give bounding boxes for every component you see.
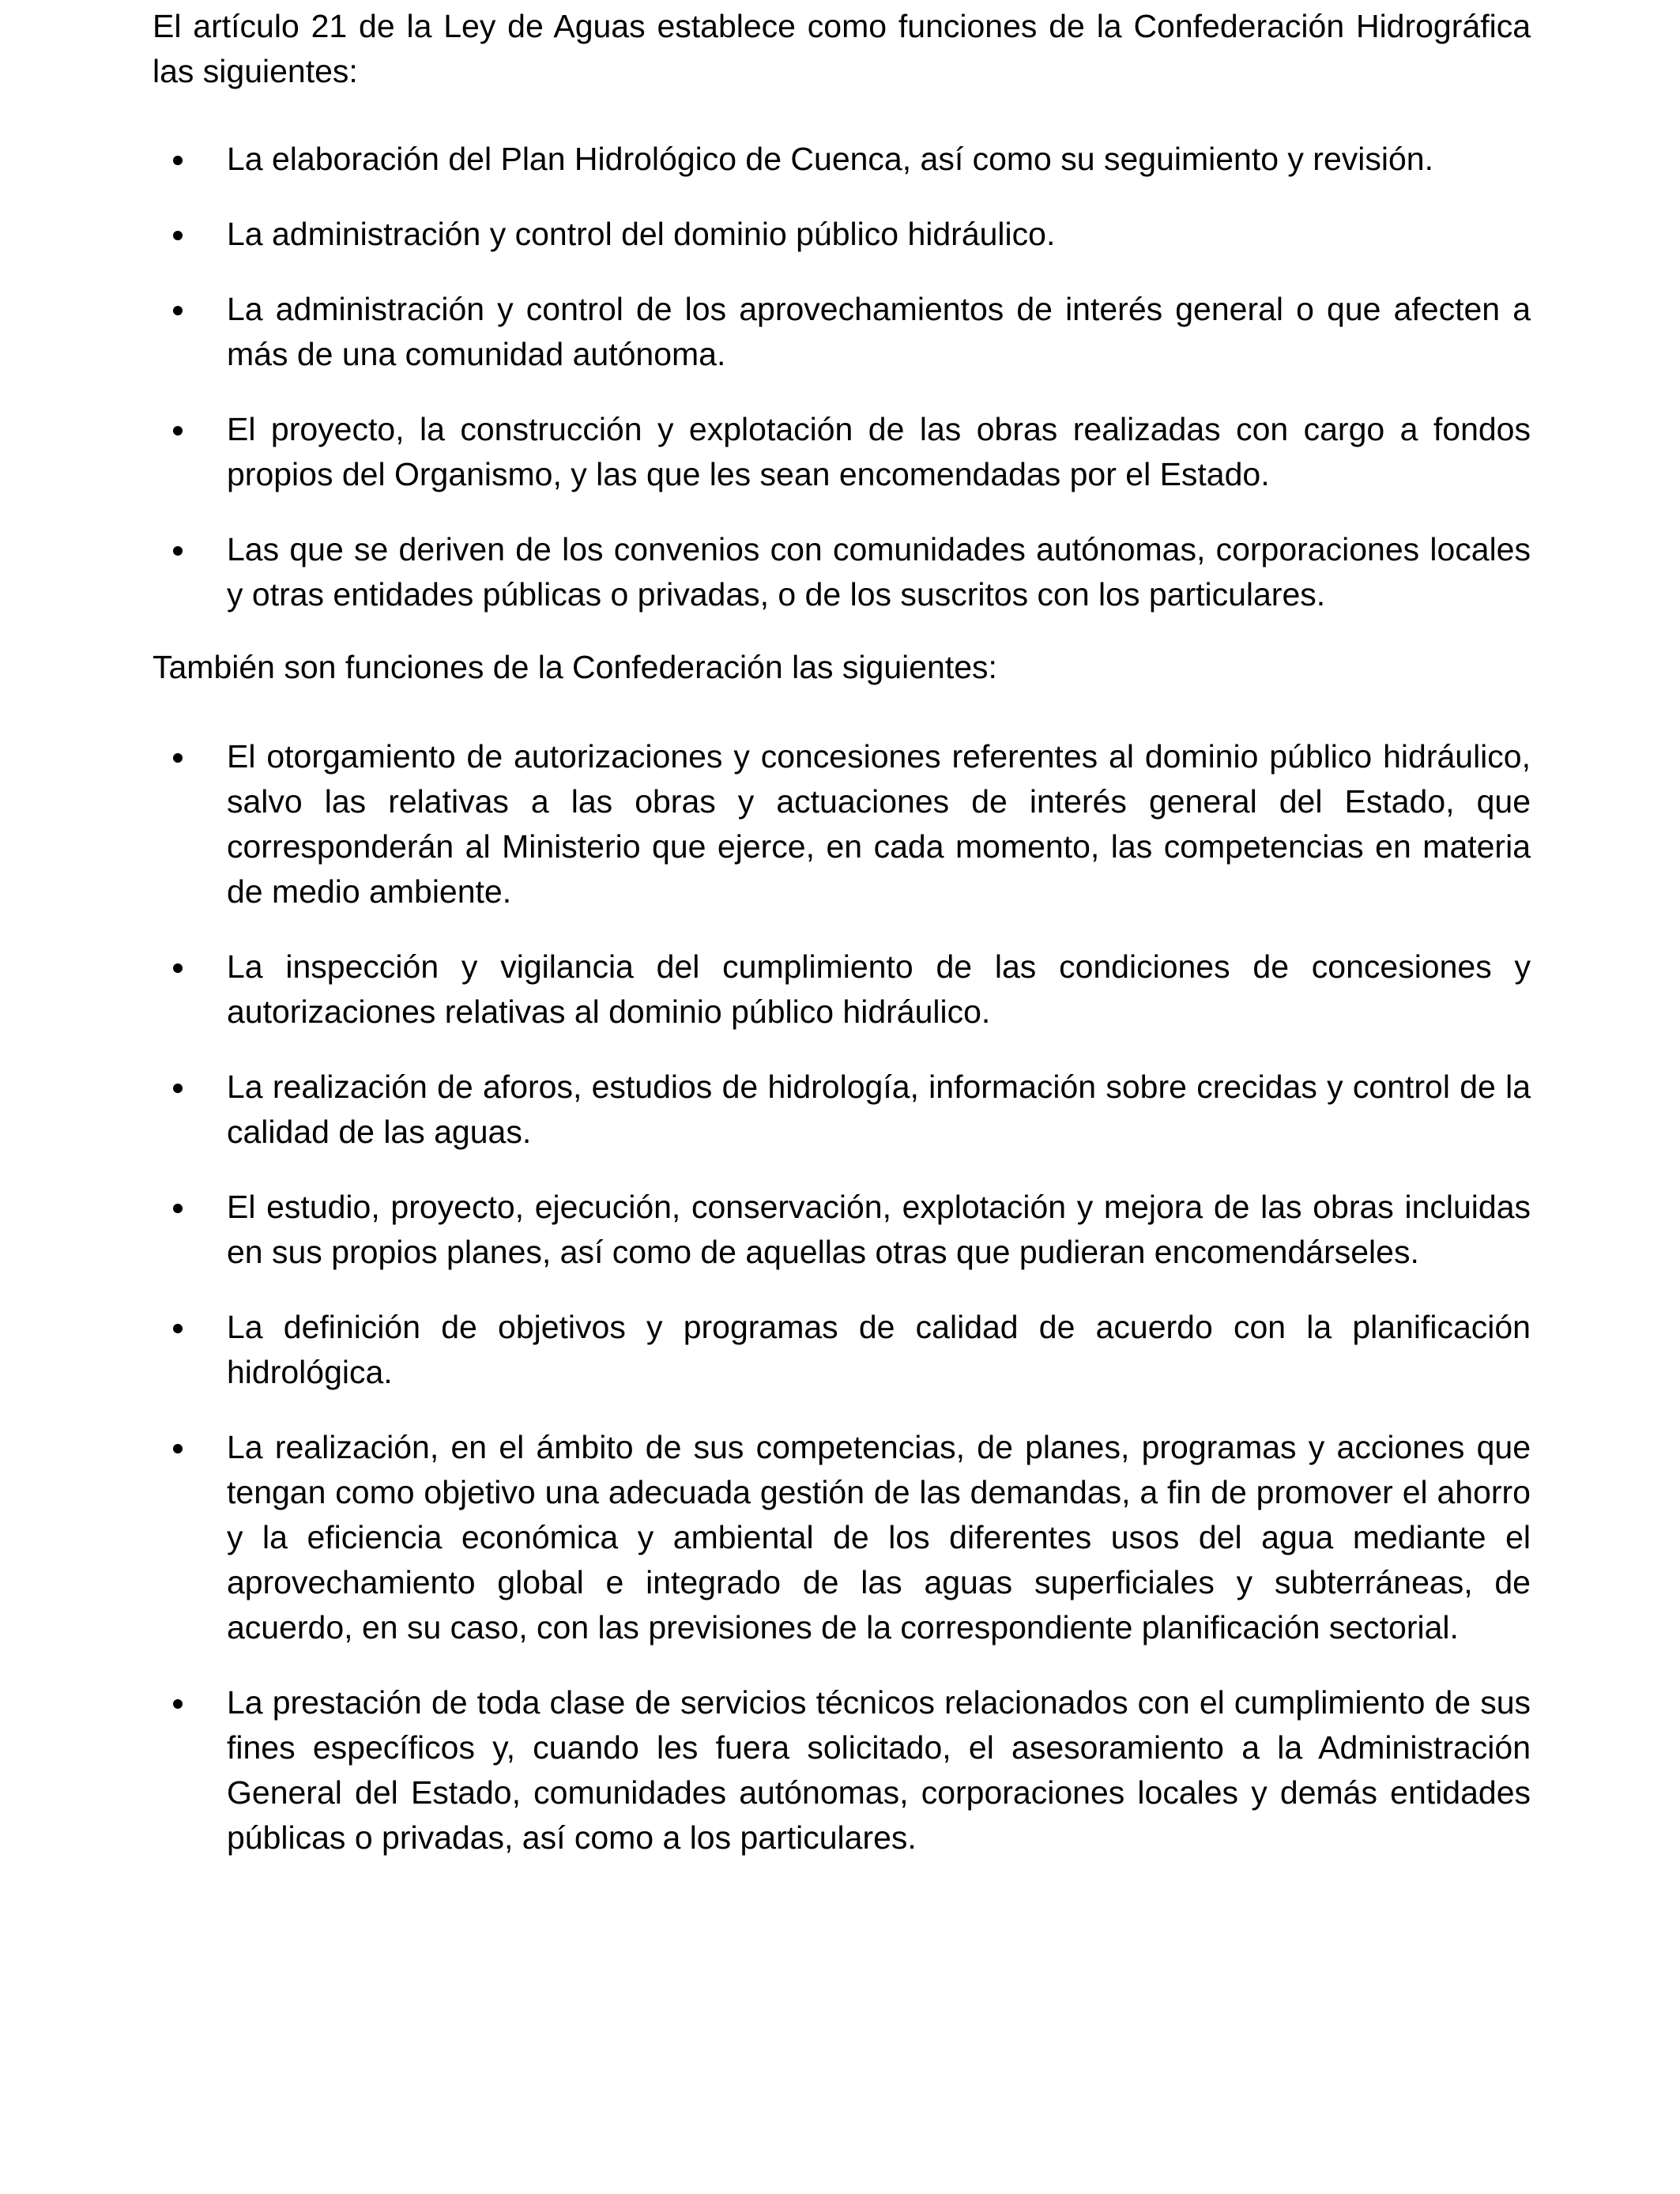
intro-paragraph-2: También son funciones de la Confederación las siguientes: (153, 649, 997, 685)
list-item-text: La elaboración del Plan Hidrológico de Cuenca, así como su seguimiento y revisión. (227, 141, 1433, 177)
list-item-text: Las que se deriven de los convenios con comunidades autónomas, corporaciones locales y otras entidades públicas o privadas, o de los suscritos con los particulares. (227, 531, 1531, 613)
list-item (153, 407, 1531, 497)
list-item-text: El otorgamiento de autorizaciones y concesiones referentes al dominio público hidráulico, salvo las relativas a las obras y actuaciones de interés general del Estado, que corresponderán al Ministerio que ejerce, en cada momento, las competencias en materia de medio ambiente. (227, 738, 1531, 910)
bullet-icon (173, 426, 183, 435)
bullet-icon (173, 1204, 183, 1213)
list-item-text: La prestación de toda clase de servicios técnicos relacionados con el cumplimiento de sus fines específicos y, cuando les fuera solicitado, el asesoramiento a la Administración General del Estado, comunidades autónomas, corporaciones locales y demás entidades públicas o privadas, así como a los particulares. (227, 1684, 1531, 1856)
bullet-icon (173, 1699, 183, 1709)
bullet-icon (173, 1324, 183, 1333)
list-item (153, 1680, 1531, 1860)
list-item (153, 1305, 1531, 1395)
bullet-icon (173, 231, 183, 240)
list-item (153, 1185, 1531, 1275)
list-item-text: La realización de aforos, estudios de hidrología, información sobre crecidas y control de la calidad de las aguas. (227, 1069, 1531, 1150)
list-item (153, 287, 1531, 377)
list-item-text: La administración y control del dominio público hidráulico. (227, 216, 1056, 252)
bullet-icon (173, 1444, 183, 1453)
intro-paragraph-1: El artículo 21 de la Ley de Aguas establece como funciones de la Confederación Hidrográfica las siguientes: (153, 8, 1531, 89)
list-item-text: La definición de objetivos y programas de calidad de acuerdo con la planificación hidrológica. (227, 1309, 1531, 1390)
list-item (153, 944, 1531, 1035)
bullet-icon (173, 156, 183, 165)
list-item (153, 527, 1531, 617)
list-item-text: La inspección y vigilancia del cumplimiento de las condiciones de concesiones y autorizaciones relativas al dominio público hidráulico. (227, 948, 1531, 1030)
bullet-icon (173, 546, 183, 556)
list-item (153, 734, 1531, 914)
bullet-icon (173, 753, 183, 763)
list-item-text: El estudio, proyecto, ejecución, conservación, explotación y mejora de las obras incluidas en sus propios planes, así como de aquellas otras que pudieran encomendárseles. (227, 1189, 1531, 1270)
bullet-icon (173, 963, 183, 973)
bullet-icon (173, 1084, 183, 1093)
bullet-icon (173, 306, 183, 315)
functions-list-2 (153, 734, 1531, 1860)
list-item (153, 137, 1531, 182)
list-item-text: El proyecto, la construcción y explotación de las obras realizadas con cargo a fondos propios del Organismo, y las que les sean encomendadas por el Estado. (227, 411, 1531, 492)
functions-list-1 (153, 137, 1531, 617)
list-item (153, 212, 1531, 257)
list-item (153, 1425, 1531, 1650)
list-item (153, 1065, 1531, 1155)
list-item-text: La realización, en el ámbito de sus competencias, de planes, programas y acciones que tengan como objetivo una adecuada gestión de las demandas, a fin de promover el ahorro y la eficiencia económica y ambiental de los diferentes usos del agua mediante el aprovechamiento global e integrado de las aguas superficiales y subterráneas, de acuerdo, en su caso, con las previsiones de la correspondiente planificación sectorial. (227, 1429, 1531, 1646)
list-item-text: La administración y control de los aprovechamientos de interés general o que afecten a más de una comunidad autónoma. (227, 291, 1531, 372)
